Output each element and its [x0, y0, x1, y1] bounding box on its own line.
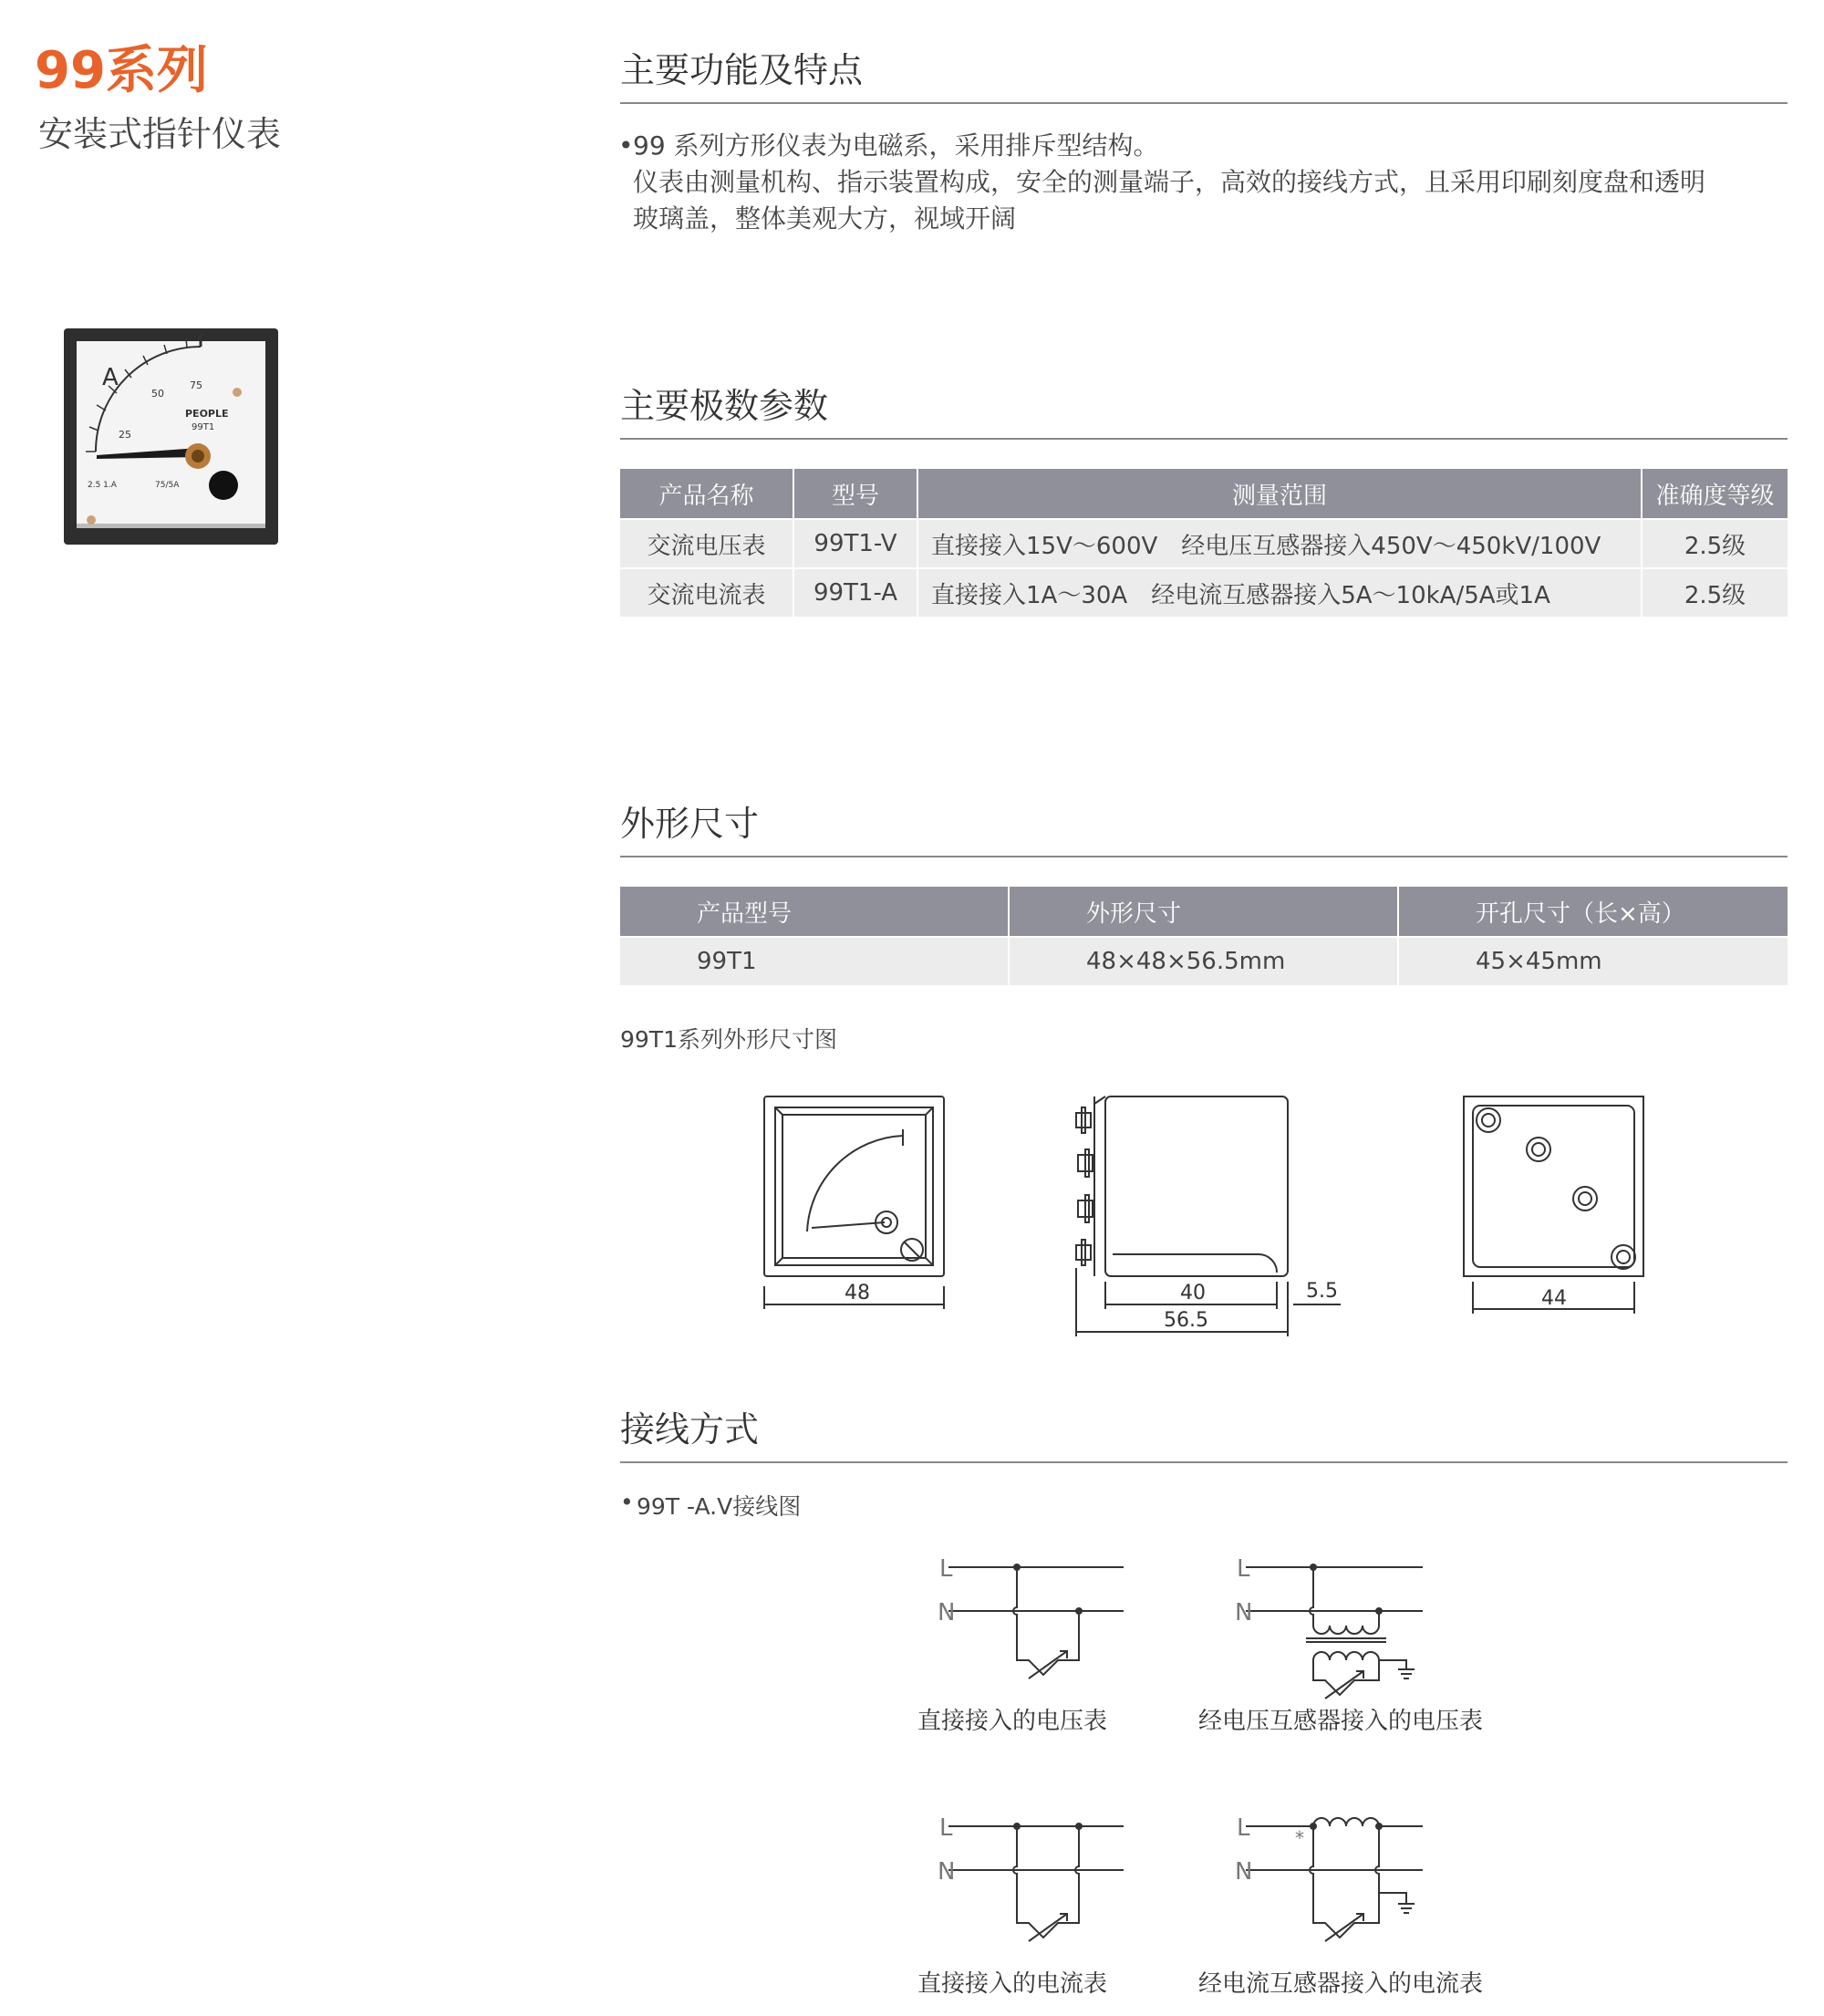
series-title: 99系列	[35, 41, 208, 100]
dimensions-header-row	[620, 887, 1788, 937]
params-cell: 99T1-V	[793, 519, 917, 568]
meter-tick-25: 25	[119, 429, 131, 441]
dim-label-back-width: 44	[1541, 1287, 1567, 1310]
wiring-caption-pt-voltmeter: 经电压互感器接入的电压表	[1197, 1708, 1483, 1735]
table-row	[620, 568, 1788, 617]
dim-col-model: 产品型号	[620, 887, 1009, 937]
params-table	[620, 469, 1788, 617]
dim-cell: 48×48×56.5mm	[1009, 937, 1398, 985]
dimensions-divider	[620, 856, 1788, 857]
wiring-bullet: •	[620, 1489, 634, 1515]
features-divider	[620, 102, 1788, 104]
dim-cell: 45×45mm	[1398, 937, 1788, 985]
dim-label-side-face: 5.5	[1306, 1280, 1338, 1303]
wiring-label-N: N	[1235, 1858, 1253, 1886]
meter-unit-letter: A	[102, 364, 119, 391]
dim-label-front-width: 48	[845, 1282, 870, 1304]
params-col-model: 型号	[793, 469, 917, 519]
dim-label-side-body: 40	[1180, 1282, 1206, 1304]
wiring-label-N: N	[1235, 1599, 1253, 1626]
series-subtitle: 安装式指针仪表	[38, 114, 282, 154]
dimensions-table	[620, 887, 1788, 985]
params-cell: 2.5级	[1642, 568, 1788, 617]
dim-label-side-total: 56.5	[1164, 1309, 1208, 1332]
params-divider	[620, 438, 1788, 440]
dim-cell: 99T1	[620, 937, 1009, 985]
params-cell: 2.5级	[1642, 519, 1788, 568]
features-line-1: 99 系列方形仪表为电磁系，采用排斥型结构。	[633, 130, 1159, 161]
params-col-name: 产品名称	[620, 469, 793, 519]
wiring-label-L: L	[939, 1555, 953, 1583]
dim-col-size: 外形尺寸	[1009, 887, 1398, 937]
wiring-caption-ct-ammeter: 经电流互感器接入的电流表	[1197, 1970, 1483, 1998]
wiring-heading: 接线方式	[620, 1409, 760, 1450]
params-cell: 交流电流表	[620, 568, 793, 617]
wiring-subheading: 99T -A.V接线图	[637, 1493, 802, 1520]
meter-product-photo	[64, 328, 278, 545]
dimension-drawing	[748, 1086, 1660, 1350]
table-row	[620, 937, 1788, 985]
meter-class-mark: 2.5 1.A	[88, 481, 117, 490]
meter-tick-75: 75	[190, 379, 202, 391]
wiring-label-L: L	[939, 1814, 953, 1842]
dimensions-heading: 外形尺寸	[620, 804, 760, 844]
params-cell: 直接接入15V～600V 经电压互感器接入450V～450kV/100V	[917, 519, 1642, 568]
wiring-label-L: L	[1237, 1555, 1250, 1583]
params-header-row	[620, 469, 1788, 519]
meter-brand: PEOPLE	[185, 408, 229, 420]
wiring-caption-direct-voltmeter: 直接接入的电压表	[917, 1708, 1107, 1735]
wiring-label-N: N	[938, 1858, 956, 1886]
features-line-2: 仪表由测量机构、指示装置构成，安全的测量端子，高效的接线方式，且采用印刷刻度盘和透明	[633, 167, 1706, 197]
features-bullet: •	[618, 130, 634, 161]
params-cell: 99T1-A	[793, 568, 917, 617]
wiring-label-L: L	[1237, 1814, 1250, 1842]
wiring-polarity-star: *	[1295, 1827, 1304, 1849]
wiring-diagrams	[912, 1542, 1505, 2016]
table-row	[620, 519, 1788, 568]
wiring-label-N: N	[938, 1599, 956, 1626]
wiring-caption-direct-ammeter: 直接接入的电流表	[917, 1970, 1107, 1998]
dimension-drawing-caption: 99T1系列外形尺寸图	[620, 1026, 837, 1053]
meter-tick-50: 50	[151, 388, 164, 400]
dim-col-cutout: 开孔尺寸（长×高）	[1398, 887, 1788, 937]
params-col-range: 测量范围	[917, 469, 1642, 519]
params-heading: 主要极数参数	[620, 386, 829, 426]
wiring-divider	[620, 1461, 1788, 1463]
features-heading: 主要功能及特点	[620, 50, 864, 90]
meter-ratio: 75/5A	[155, 481, 180, 490]
params-col-accuracy: 准确度等级	[1642, 469, 1788, 519]
meter-model: 99T1	[192, 422, 215, 432]
params-cell: 交流电压表	[620, 519, 793, 568]
params-cell: 直接接入1A～30A 经电流互感器接入5A～10kA/5A或1A	[917, 568, 1642, 617]
features-line-3: 玻璃盖，整体美观大方，视域开阔	[633, 203, 1017, 234]
